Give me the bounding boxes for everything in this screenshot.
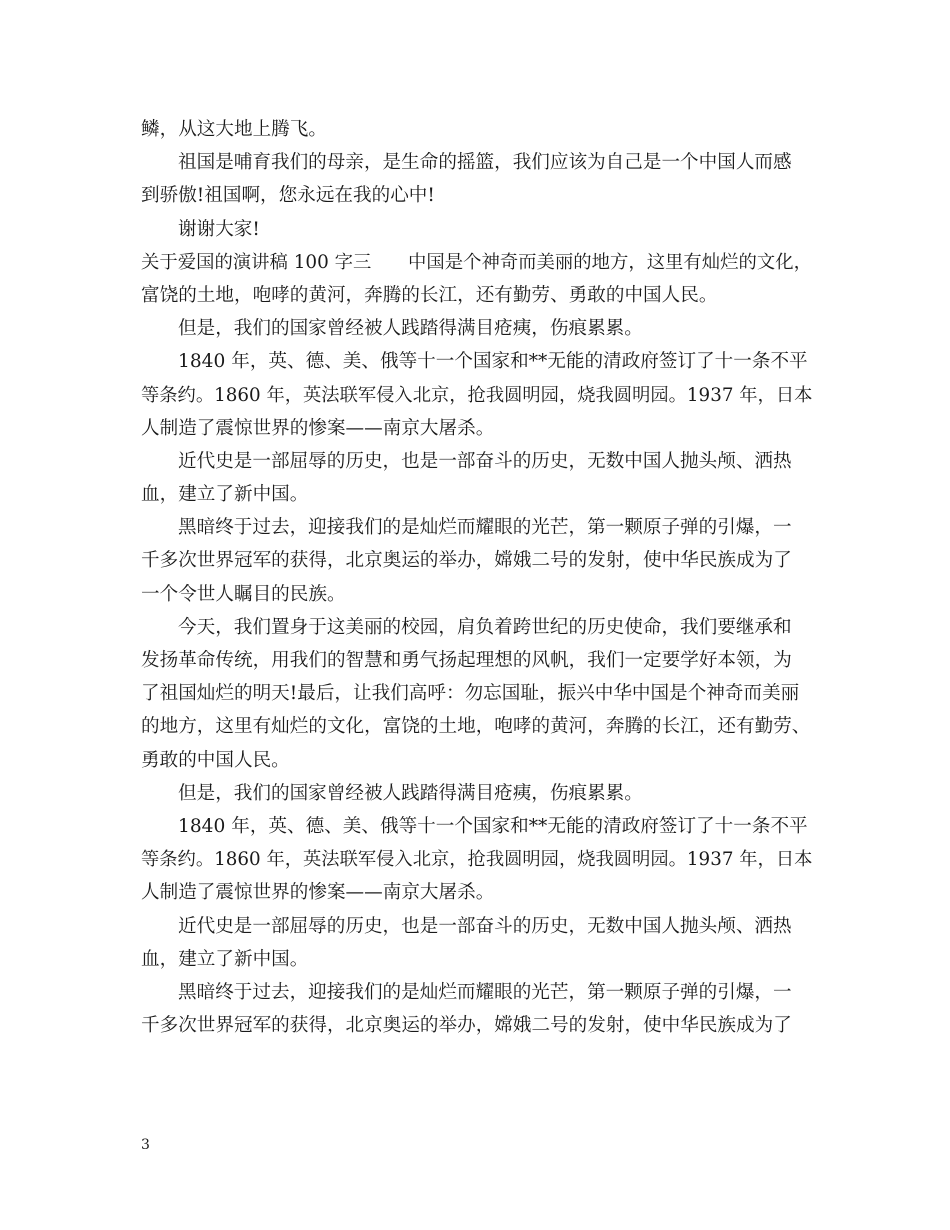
text-line: 关于爱国的演讲稿 100 字三 中国是个神奇而美丽的地方，这里有灿烂的文化，: [141, 251, 812, 273]
text-line: 但是，我们的国家曾经被人践踏得满目疮痍，伤痕累累。: [178, 782, 643, 804]
text-line: 黑暗终于过去，迎接我们的是灿烂而耀眼的光芒，第一颗原子弹的引爆，一: [178, 981, 792, 1003]
text-line: 等条约。1860 年，英法联军侵入北京，抢我圆明园，烧我圆明园。1937 年，日本: [141, 849, 813, 871]
text-line: 等条约。1860 年，英法联军侵入北京，抢我圆明园，烧我圆明园。1937 年，日本: [141, 384, 813, 406]
text-line: 血，建立了新中国。: [141, 948, 309, 970]
text-line: 近代史是一部屈辱的历史，也是一部奋斗的历史，无数中国人抛头颅、洒热: [178, 915, 792, 937]
text-line: 勇敢的中国人民。: [141, 749, 290, 771]
text-line: 近代史是一部屈辱的历史，也是一部奋斗的历史，无数中国人抛头颅、洒热: [178, 450, 792, 472]
text-line: 黑暗终于过去，迎接我们的是灿烂而耀眼的光芒，第一颗原子弹的引爆，一: [178, 517, 792, 539]
text-line: 千多次世界冠军的获得，北京奥运的举办，嫦娥二号的发射，使中华民族成为了: [141, 550, 792, 572]
text-line: 人制造了震惊世界的惨案——南京大屠杀。: [141, 417, 495, 439]
page-number: 3: [141, 1137, 150, 1153]
document-body: [141, 113, 813, 1042]
text-line: 今天，我们置身于这美丽的校园，肩负着跨世纪的历史使命，我们要继承和: [178, 616, 792, 638]
text-line: 一个令世人瞩目的民族。: [141, 583, 346, 605]
text-line: 发扬革命传统，用我们的智慧和勇气扬起理想的风帆，我们一定要学好本领，为: [141, 650, 792, 671]
text-line: 富饶的土地，咆哮的黄河，奔腾的长江，还有勤劳、勇敢的中国人民。: [141, 284, 718, 306]
text-line: 的地方，这里有灿烂的文化，富饶的土地，咆哮的黄河，奔腾的长江，还有勤劳、: [141, 716, 811, 738]
text-line: 千多次世界冠军的获得，北京奥运的举办，嫦娥二号的发射，使中华民族成为了: [141, 1015, 792, 1037]
text-line: 鳞，从这大地上腾飞。: [141, 119, 327, 140]
text-line: 到骄傲!祖国啊，您永远在我的心中!: [141, 185, 435, 207]
text-line: 1840 年，英、德、美、俄等十一个国家和**无能的清政府签订了十一条不平: [178, 815, 808, 837]
text-line: 了祖国灿烂的明天!最后，让我们高呼：勿忘国耻，振兴中华中国是个神奇而美丽: [141, 683, 800, 705]
text-line: 血，建立了新中国。: [141, 484, 309, 506]
text-line: 谢谢大家!: [178, 218, 260, 240]
text-line: 人制造了震惊世界的惨案——南京大屠杀。: [141, 882, 495, 904]
text-line: 但是，我们的国家曾经被人践踏得满目疮痍，伤痕累累。: [178, 318, 643, 340]
text-line: 1840 年，英、德、美、俄等十一个国家和**无能的清政府签订了十一条不平: [178, 351, 808, 373]
text-line: 祖国是哺育我们的母亲，是生命的摇篮，我们应该为自己是一个中国人而感: [178, 152, 792, 174]
